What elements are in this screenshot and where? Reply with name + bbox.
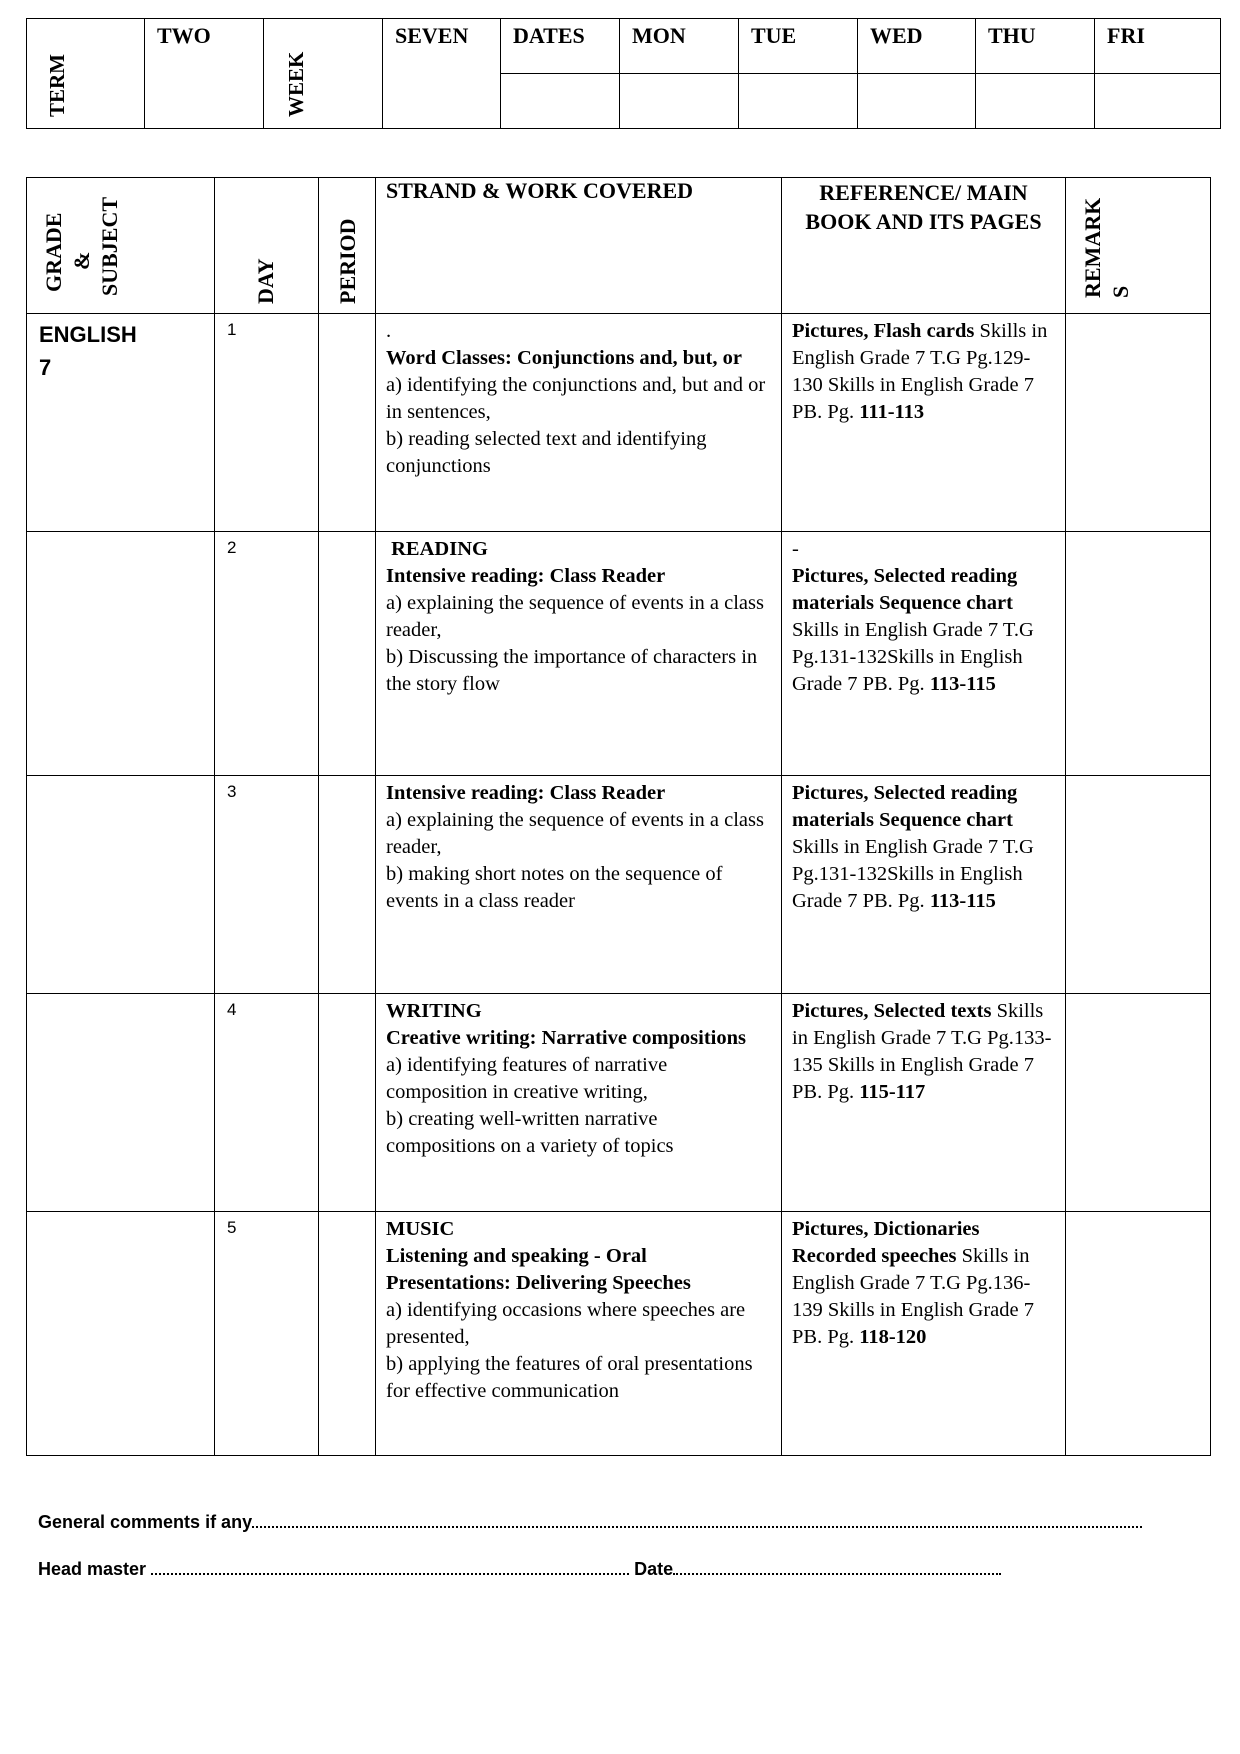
- date-field[interactable]: [673, 1557, 1001, 1575]
- headmaster-label: Head master: [38, 1559, 147, 1579]
- reference-pages: 111-113: [859, 401, 925, 423]
- reference-resources: Pictures, Selected reading materials Sequence chart: [792, 565, 1018, 614]
- subject-name: ENGLISH: [39, 322, 137, 347]
- date-fri-cell: [1095, 74, 1221, 129]
- strand-outcome-a: a) identifying the conjunctions and, but and or in sentences,: [386, 374, 766, 423]
- strand-title: Intensive reading: Class Reader: [386, 565, 666, 587]
- strand-header-label: STRAND & WORK COVERED: [386, 178, 694, 203]
- day-thu-label: THU: [988, 23, 1036, 48]
- subject-cell: [27, 314, 215, 532]
- day-header-wed: [858, 19, 976, 74]
- reference-books: Skills in English Grade 7 T.G Pg.133-135 Skills in English Grade 7 PB. Pg.: [792, 1000, 1052, 1103]
- strand-outcome-b: b) creating well-written narrative compositions on a variety of topics: [386, 1108, 674, 1157]
- strand-outcome-b: b) making short notes on the sequence of events in a class reader: [386, 863, 723, 912]
- period-cell: [319, 776, 376, 994]
- subject-cell: [27, 1212, 215, 1456]
- day-header-mon: [620, 19, 739, 74]
- day-cell: [215, 532, 319, 776]
- strand-cell: [376, 776, 782, 994]
- strand-prefix: .: [386, 320, 392, 342]
- term-value-cell: [145, 19, 264, 129]
- day-header-tue: [739, 19, 858, 74]
- strand-prefix: MUSIC: [386, 1218, 455, 1240]
- day-number: 4: [227, 1000, 237, 1019]
- week-label-cell: [264, 19, 383, 129]
- table-row: [27, 314, 1211, 532]
- reference-cell: [782, 1212, 1066, 1456]
- scheme-of-work-table: [26, 177, 1211, 1456]
- reference-resources: Pictures, Flash cards: [792, 320, 975, 342]
- strand-outcome-a: a) identifying occasions where speeches are presented,: [386, 1299, 746, 1348]
- remarks-cell: [1066, 994, 1211, 1212]
- table-row: [27, 994, 1211, 1212]
- dates-label-cell: [501, 19, 620, 74]
- period-header: [319, 178, 376, 314]
- date-label: Date: [634, 1559, 674, 1579]
- table-row: [27, 532, 1211, 776]
- reference-resources: Pictures, Selected texts: [792, 1000, 992, 1022]
- strand-prefix: WRITING: [386, 1000, 482, 1022]
- reference-pages: 113-115: [929, 673, 996, 695]
- remarks-cell: [1066, 532, 1211, 776]
- general-comments-field[interactable]: [252, 1510, 1142, 1528]
- remarks-header-label: REMARK: [1080, 197, 1105, 298]
- date-tue-cell: [739, 74, 858, 129]
- subject-grade: 7: [39, 355, 52, 380]
- term-label: TERM: [45, 54, 69, 117]
- general-comments-label: General comments if any: [38, 1512, 253, 1532]
- strand-outcome-a: a) explaining the sequence of events in a class reader,: [386, 592, 764, 641]
- day-mon-label: MON: [632, 23, 686, 48]
- reference-books: Skills in English Grade 7 T.G Pg.136-139 Skills in English Grade 7 PB. Pg.: [792, 1245, 1035, 1348]
- table-row: [27, 776, 1211, 994]
- day-number: 3: [227, 782, 237, 801]
- date-mon-cell: [620, 74, 739, 129]
- week-value-cell: [383, 19, 501, 129]
- day-tue-label: TUE: [751, 23, 797, 48]
- reference-resources: Pictures, Selected reading materials Sequence chart: [792, 782, 1018, 831]
- strand-prefix: READING: [386, 538, 488, 560]
- general-comments-line: [38, 1510, 1142, 1533]
- strand-outcome-b: b) applying the features of oral presentations for effective communication: [386, 1353, 753, 1402]
- reference-header: [782, 178, 1066, 314]
- strand-header: [376, 178, 782, 314]
- strand-outcome-b: b) reading selected text and identifying conjunctions: [386, 428, 707, 477]
- subject-cell: [27, 532, 215, 776]
- ampersand-header-label: &: [69, 251, 94, 270]
- reference-books: Skills in English Grade 7 T.G Pg.129-130 Skills in English Grade 7 PB. Pg.: [792, 320, 1048, 423]
- remarks-header-label-2: S: [1108, 285, 1133, 298]
- dates-value-cell: [501, 74, 620, 129]
- term-value: TWO: [157, 23, 211, 48]
- reference-cell: [782, 776, 1066, 994]
- day-header-fri: [1095, 19, 1221, 74]
- strand-title: Intensive reading: Class Reader: [386, 782, 666, 804]
- strand-cell: [376, 314, 782, 532]
- subject-cell: [27, 776, 215, 994]
- day-header-thu: [976, 19, 1095, 74]
- period-cell: [319, 532, 376, 776]
- day-fri-label: FRI: [1107, 23, 1145, 48]
- strand-title: Word Classes: Conjunctions and, but, or: [386, 347, 742, 369]
- date-wed-cell: [858, 74, 976, 129]
- reference-cell: [782, 314, 1066, 532]
- strand-title: Creative writing: Narrative compositions: [386, 1027, 747, 1049]
- table-header-row: [27, 178, 1211, 314]
- reference-books: Skills in English Grade 7 T.G Pg.131-132Skills in English Grade 7 PB. Pg.: [792, 619, 1034, 695]
- dates-label: DATES: [513, 23, 585, 48]
- day-cell: [215, 776, 319, 994]
- day-cell: [215, 994, 319, 1212]
- reference-cell: [782, 994, 1066, 1212]
- grade-header-label: GRADE: [41, 212, 66, 292]
- day-header: [215, 178, 319, 314]
- strand-cell: [376, 1212, 782, 1456]
- reference-books: Skills in English Grade 7 T.G Pg.131-132Skills in English Grade 7 PB. Pg.: [792, 836, 1034, 912]
- strand-cell: [376, 994, 782, 1212]
- period-header-label: PERIOD: [335, 218, 360, 304]
- strand-title: Listening and speaking - Oral Presentations: Delivering Speeches: [386, 1245, 691, 1294]
- strand-outcome-a: a) identifying features of narrative composition in creative writing,: [386, 1054, 668, 1103]
- week-label: WEEK: [284, 51, 308, 117]
- table-row: [27, 1212, 1211, 1456]
- remarks-cell: [1066, 1212, 1211, 1456]
- reference-pages: 115-117: [859, 1081, 926, 1103]
- day-number: 1: [227, 320, 237, 339]
- remarks-header: [1066, 178, 1211, 314]
- subject-cell: [27, 994, 215, 1212]
- week-value: SEVEN: [395, 23, 469, 48]
- headmaster-field[interactable]: [151, 1557, 629, 1575]
- period-cell: [319, 314, 376, 532]
- reference-resources: Pictures, Dictionaries Recorded speeches: [792, 1218, 980, 1267]
- subject-header-label: SUBJECT: [97, 196, 122, 296]
- date-thu-cell: [976, 74, 1095, 129]
- remarks-cell: [1066, 776, 1211, 994]
- day-cell: [215, 314, 319, 532]
- day-number: 2: [227, 538, 237, 557]
- day-number: 5: [227, 1218, 237, 1237]
- reference-header-label: REFERENCE/ MAIN BOOK AND ITS PAGES: [805, 180, 1042, 234]
- period-cell: [319, 994, 376, 1212]
- day-cell: [215, 1212, 319, 1456]
- term-label-cell: [27, 19, 145, 129]
- period-cell: [319, 1212, 376, 1456]
- reference-pages: 118-120: [859, 1326, 927, 1348]
- reference-cell: [782, 532, 1066, 776]
- reference-prefix: -: [792, 538, 799, 560]
- day-wed-label: WED: [870, 23, 923, 48]
- day-header-label: DAY: [253, 258, 278, 304]
- term-week-table: [26, 18, 1221, 129]
- strand-outcome-b: b) Discussing the importance of characters in the story flow: [386, 646, 758, 695]
- signature-line: [38, 1557, 1001, 1580]
- strand-cell: [376, 532, 782, 776]
- grade-subject-header: [27, 178, 215, 314]
- remarks-cell: [1066, 314, 1211, 532]
- reference-pages: 113-115: [929, 890, 996, 912]
- strand-outcome-a: a) explaining the sequence of events in a class reader,: [386, 809, 764, 858]
